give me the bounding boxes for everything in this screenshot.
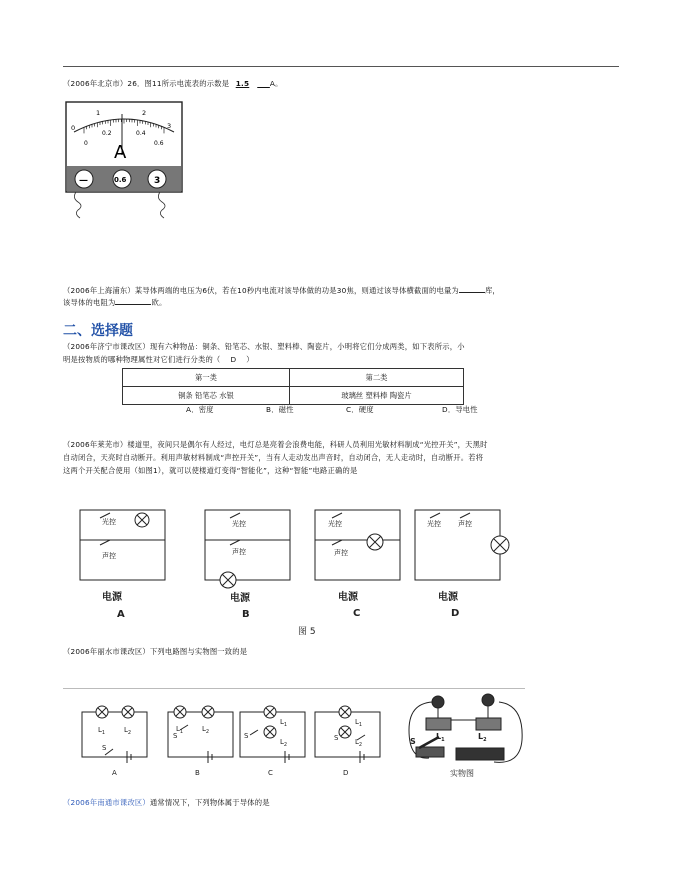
fig5-b-light: 光控	[232, 520, 246, 528]
scale-left-2: 2	[142, 109, 147, 117]
fig5-label-c: C	[353, 608, 361, 619]
fig5-c-power: 电源	[338, 592, 358, 603]
question-shanghai-line2	[63, 296, 166, 310]
question-laiwu-line3: 这两个开关配合使用（如图1），就可以使楼道灯变得“智能化”，这种“智能”电路正确的是	[63, 466, 358, 475]
svg-text:L1	[355, 718, 362, 728]
question-jining-line1: （2006年济宁市课改区）现有六种物品：铜条、铅笔芯、水银、塑料棒、陶瓷片，小明将它们分成两类，如下表所示，小	[63, 342, 465, 351]
svg-text:L1	[280, 718, 287, 728]
table-row	[123, 387, 464, 405]
svg-text:L1	[98, 726, 105, 736]
question-source: （2006年南通市课改区）	[63, 798, 150, 807]
real-l2-sub: 2	[483, 737, 487, 743]
fig5-d-sound: 声控	[458, 520, 472, 528]
svg-text:L2	[355, 738, 362, 748]
scale-right-0: 0	[84, 140, 88, 147]
real-l1-sub: 1	[441, 737, 445, 743]
fig5-b-sound: 声控	[232, 548, 246, 556]
ammeter-symbol: A	[114, 142, 127, 163]
option-a: A．密度	[186, 405, 214, 414]
question-line: 该导体的电阻为	[63, 298, 116, 307]
question-laiwu-line1: （2006年莱芜市）楼道里，夜间只是偶尔有人经过，电灯总是亮着会浪费电能，科研人员利用光敏材料制成“光控开关”，天黑时	[63, 440, 488, 449]
question-line: 明是按物质的哪种物理属性对它们进行分类的（	[63, 355, 221, 364]
question-nantong	[63, 796, 270, 810]
table-head-1: 第一类	[123, 369, 290, 387]
section-title: 二、选择题	[63, 323, 133, 339]
lishui-c-l2-sub: 2	[283, 742, 288, 748]
question-line-end: ）	[246, 355, 254, 364]
lishui-d-l1: L	[355, 718, 359, 726]
svg-text:L2	[202, 725, 209, 735]
option-d: D．导电性	[442, 405, 478, 414]
lishui-a-l1-sub: 1	[101, 730, 106, 736]
table-cell: 玻璃丝 塑料棒 陶瓷片	[290, 387, 464, 405]
lishui-c-l2: L	[280, 738, 284, 746]
fig5-label-a: A	[117, 609, 125, 620]
terminal-neg: —	[79, 176, 88, 186]
lishui-label-a: A	[112, 769, 117, 777]
figure-5-circuits	[70, 500, 540, 640]
lishui-d-l2-sub: 2	[358, 742, 363, 748]
svg-text:L2	[124, 726, 131, 736]
fig5-label-d: D	[451, 608, 460, 619]
lishui-label-b: B	[195, 769, 200, 777]
question-line-end: 库，	[484, 286, 500, 295]
lishui-b-l2: L	[202, 725, 206, 733]
lishui-b-l1-sub: 1	[179, 729, 184, 735]
question-line: （2006年上海浦东）某导体两端的电压为6伏，若在10秒内电流对该导体做的功是30焦，则通过该导体横截面的电量为	[63, 286, 459, 295]
fig5-b-power: 电源	[230, 593, 250, 604]
fig5-c-sound: 声控	[334, 549, 348, 557]
fig5-d-light: 光控	[427, 520, 441, 528]
lishui-a-l2: L	[124, 726, 128, 734]
fig5-label-b: B	[242, 609, 250, 620]
lishui-a-s: S	[102, 744, 107, 752]
real-l1: L	[436, 732, 442, 741]
question-beijing	[63, 77, 283, 91]
lishui-c-s: S	[244, 732, 249, 740]
fig5-caption: 图 5	[298, 627, 316, 637]
lishui-b-l1: L	[176, 725, 180, 733]
classification-table	[122, 368, 464, 405]
table-cell: 铜条 铅笔芯 水银	[123, 387, 290, 405]
scale-right-2: 0.4	[136, 130, 146, 137]
question-stem: 通常情况下，下列物体属于导体的是	[149, 798, 270, 807]
question-unit: A。	[269, 79, 283, 88]
option-b: B．磁性	[266, 405, 294, 414]
figure-top-rule	[63, 688, 525, 689]
scale-right-3: 0.6	[154, 140, 164, 147]
answer-blank: 1.5	[235, 79, 250, 88]
lishui-label-c: C	[268, 769, 273, 777]
lishui-a-l2-sub: 2	[127, 730, 132, 736]
question-lishui: （2006年丽水市课改区）下列电路图与实物图一致的是	[63, 647, 248, 656]
fig5-c-light: 光控	[328, 520, 342, 528]
table-row	[123, 369, 464, 387]
lishui-b-s: S	[173, 732, 178, 740]
lishui-circuits	[80, 700, 410, 785]
question-stem: 26．图11所示电流表的示数是	[127, 79, 232, 88]
question-source: （2006年北京市）	[63, 79, 128, 88]
lishui-label-d: D	[343, 769, 349, 777]
real-caption: 实物图	[450, 769, 474, 778]
lishui-b-l2-sub: 2	[205, 729, 210, 735]
fig5-a-light: 光控	[102, 518, 116, 526]
lishui-d-l2: L	[355, 738, 359, 746]
svg-text:L2	[478, 732, 487, 743]
lishui-c-l1-sub: 1	[283, 722, 288, 728]
question-jining-line2	[63, 353, 254, 367]
answer-blank: D	[230, 355, 237, 364]
real-object-figure	[404, 690, 526, 782]
option-c: C．硬度	[346, 405, 374, 414]
lishui-a-l1: L	[98, 726, 102, 734]
lishui-c-l1: L	[280, 718, 284, 726]
fig5-d-power: 电源	[438, 592, 458, 603]
terminal-06: 0.6	[114, 176, 127, 184]
question-laiwu-line2: 自动闭合，天亮时自动断开。利用声敏材料制成“声控开关”，当有人走动发出声音时，自动闭合，无人走动时，自动断开。若将	[63, 453, 484, 462]
header-rule	[63, 66, 619, 67]
scale-left-1: 1	[96, 109, 101, 117]
ammeter-figure	[64, 100, 189, 220]
question-line-end: 欧。	[151, 298, 167, 307]
real-l2: L	[478, 732, 484, 741]
lishui-d-s: S	[334, 734, 339, 742]
scale-left-0: 0	[71, 124, 76, 132]
fig5-a-sound: 声控	[102, 552, 116, 560]
svg-text:L1	[436, 732, 445, 743]
table-head-2: 第二类	[290, 369, 464, 387]
fig5-a-power: 电源	[102, 592, 122, 603]
terminal-3: 3	[154, 176, 161, 186]
lishui-d-l1-sub: 1	[358, 722, 363, 728]
scale-right-1: 0.2	[102, 130, 112, 137]
svg-text:L2	[280, 738, 287, 748]
real-s: S	[410, 737, 416, 746]
scale-left-3: 3	[167, 122, 172, 130]
